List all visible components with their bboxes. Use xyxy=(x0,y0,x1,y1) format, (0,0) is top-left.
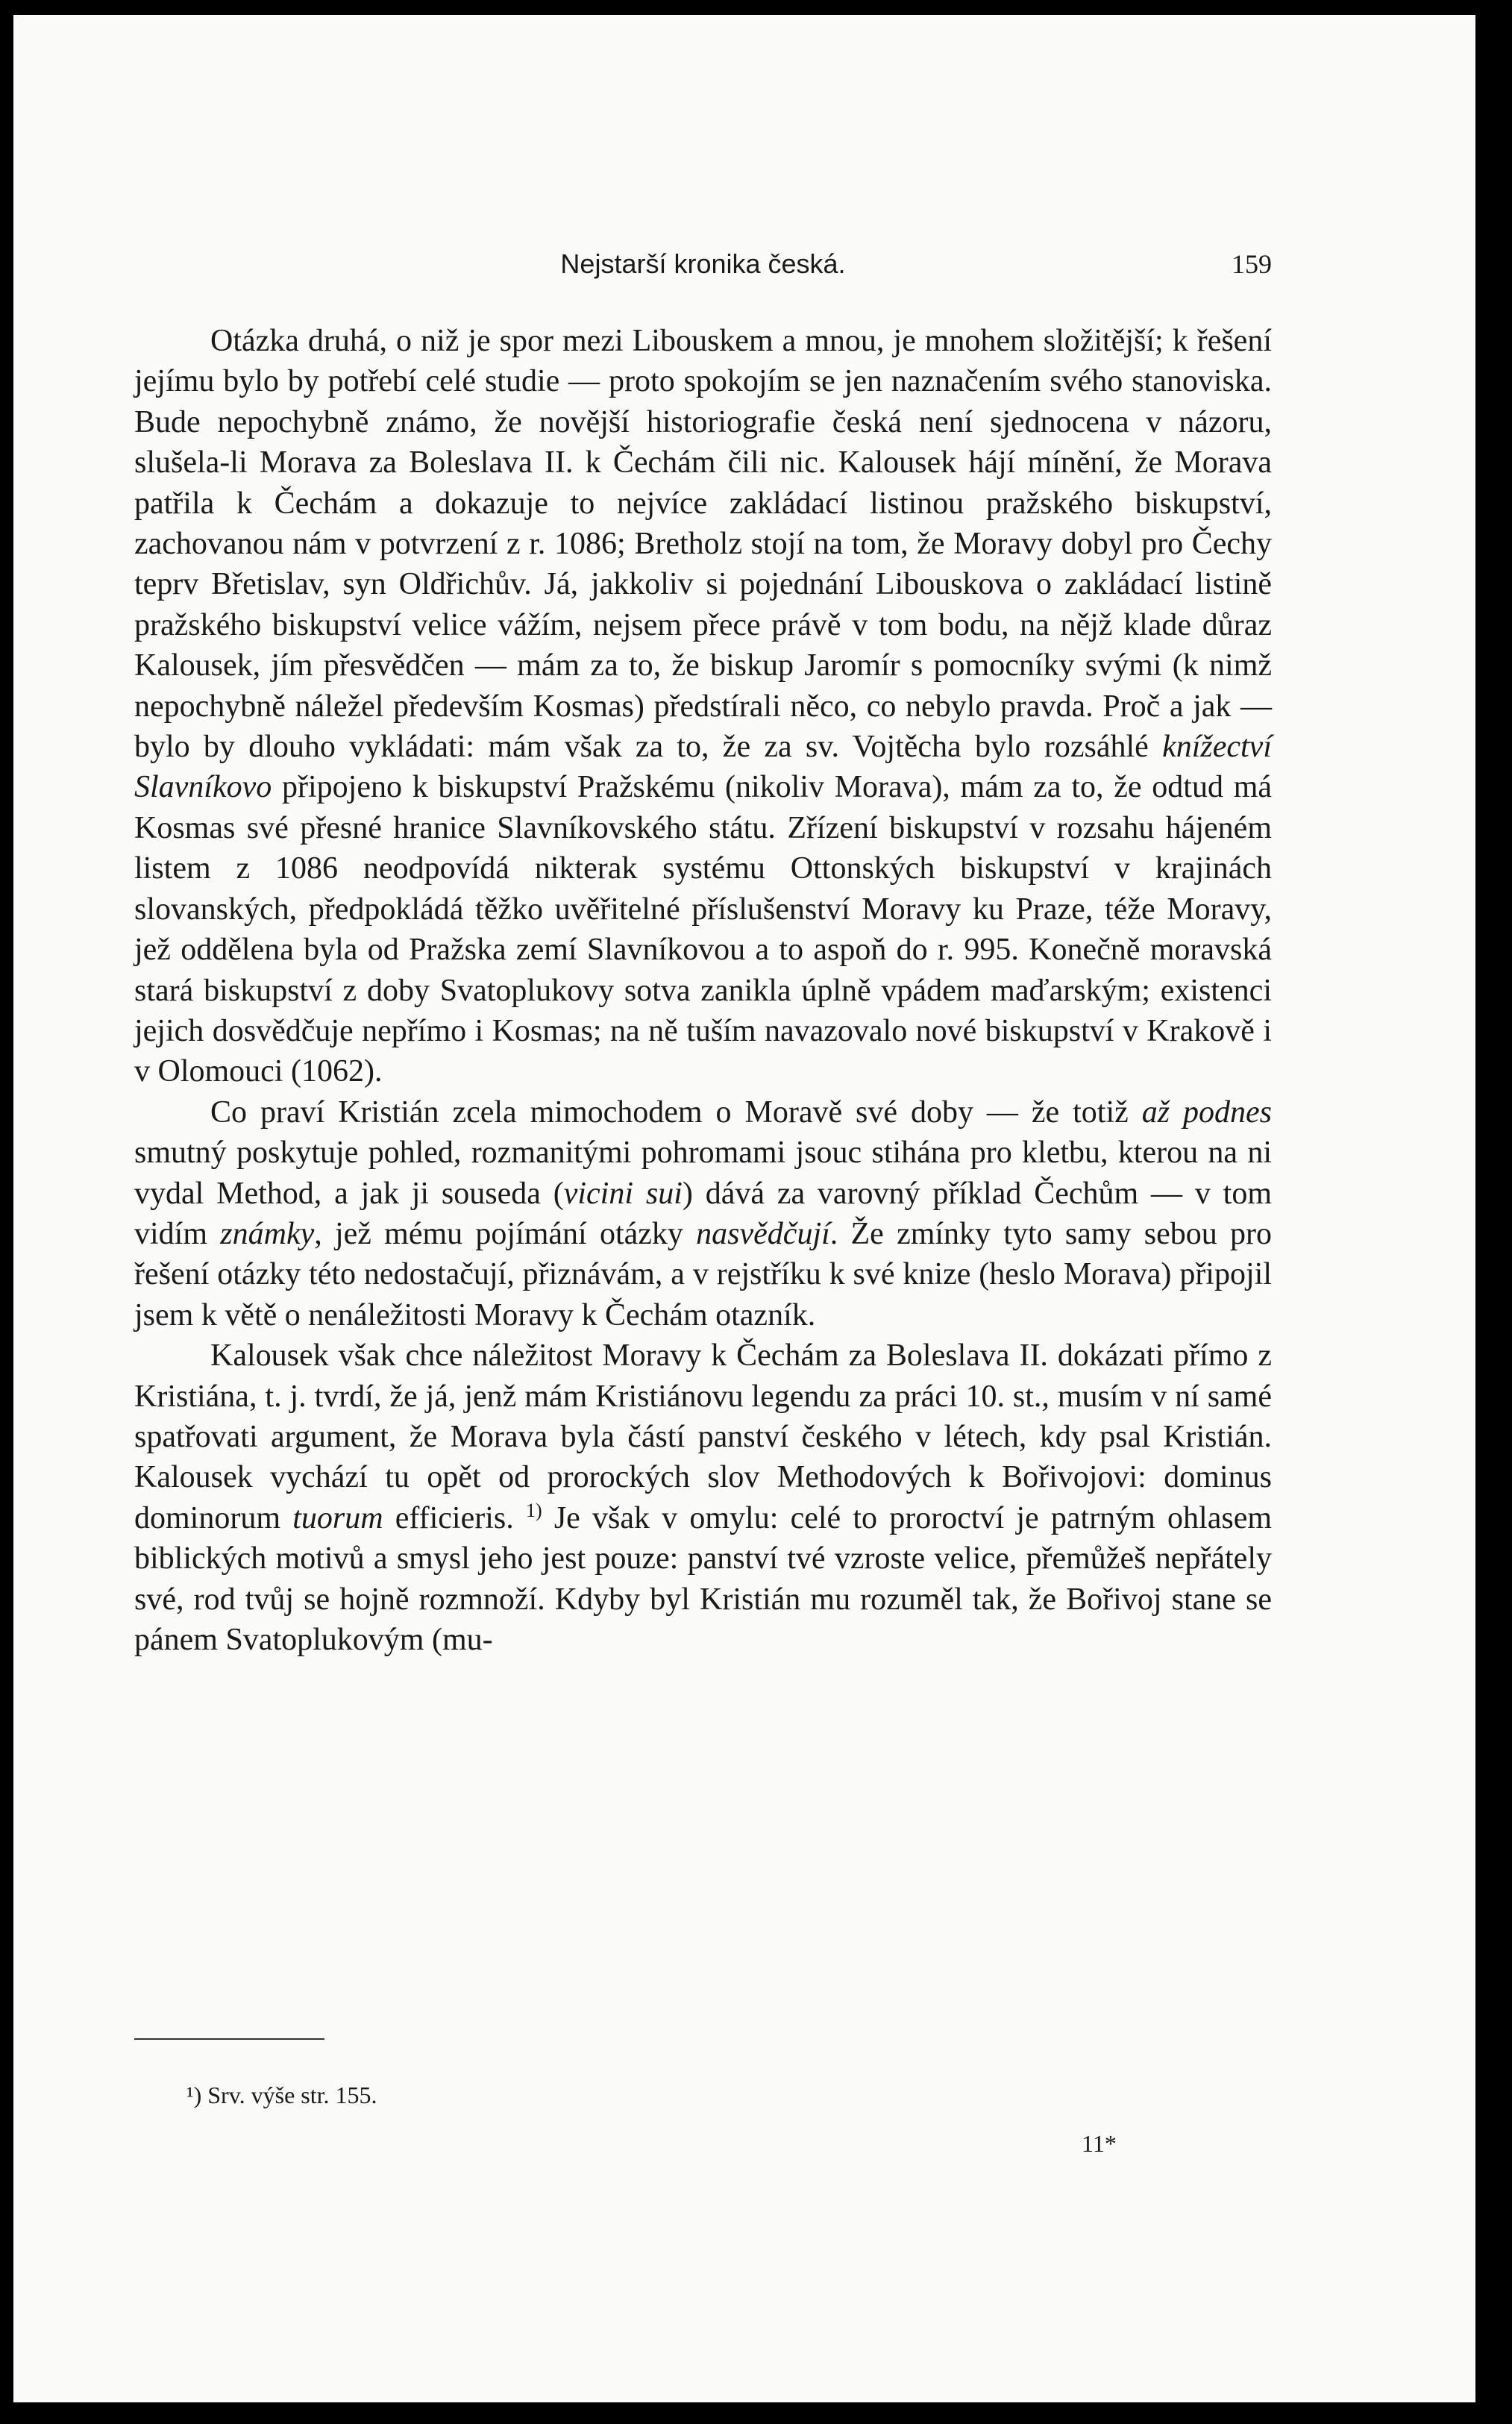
text-run: Otázka druhá, o niž je spor mezi Libouskem a mnou, je mnohem složitější; k řešení jejímu bylo by potřebí celé studie — proto spokojím se jen naznačením svého stanoviska. Bude nepochybně známo, že novější historiografie česká není sjednocena v názoru, slušela-li Morava za Boleslava II. k Čechám čili nic. Kalousek hájí mínění, že Morava patřila k Čechám a dokazuje to nejvíce zakládací listinou pražského biskupství, zachovanou nám v potvrzení z r. 1086; Bretholz stojí na tom, že Moravy dobyl pro Čechy teprv Břetislav, syn Oldřichův. Já, jakkoliv si pojednání Libouskova o zakládací listině pražského biskupství velice vážím, nejsem přece právě v tom bodu, na nějž klade důraz Kalousek, jím přesvědčen — mám za to, že biskup Jaromír s pomocníky svými (k nimž nepochybně náležel především Kosmas) předstírali něco, co nebylo pravda. Proč a jak — bylo by dlouho vykládati: mám však za to, že za sv. Vojtěcha bylo rozsáhlé xyxy=(134,324,1272,765)
signature-mark: 11* xyxy=(1082,2130,1117,2157)
running-title: Nejstarší kronika česká. xyxy=(560,248,846,279)
paragraph xyxy=(134,1335,1272,1660)
text-run: Co praví Kristián zcela mimochodem o Moravě své doby — že totiž xyxy=(210,1094,1142,1130)
page-number: 159 xyxy=(1232,249,1272,279)
text-run: , jež mému pojímání otázky xyxy=(314,1216,697,1251)
footnote-ref: 1) xyxy=(525,1499,542,1521)
text-run: Kalousek však chce náležitost Moravy k Čechám za Boleslava II. dokázati přímo z Kristiána, t. j. tvrdí, že já, jenž mám Kristiánovu legendu za práci 10. st., musím v ní samé spatřovati argument, že Morava byla částí panství českého v létech, kdy psal Kristián. Kalousek vychází tu opět od prorockých slov Methodových k Bořivojovi: dominus dominorum xyxy=(134,1338,1272,1535)
italic-run: tuorum xyxy=(292,1500,383,1535)
text-run: efficieris. xyxy=(383,1500,526,1535)
text-run: připojeno k biskupství Pražskému (nikoliv Morava), mám za to, že odtud má Kosmas své přesné hranice Slavníkovského státu. Zřízení biskupství v rozsahu hájeném listem z 1086 neodpovídá nikterak systému Ottonských biskupství v krajinách slovanských, předpokládá těžko uvěřitelné příslušenství Moravy ku Praze, téže Moravy, jež oddělena byla od Pražska zemí Slavníkovou a to aspoň do r. 995. Konečně moravská stará biskupství z doby Svatoplukovy sotva zanikla úplně vpádem maďarským; existenci jejich dosvědčuje nepřímo i Kosmas; na ně tuším navazovalo nové biskupství v Krakově i v Olomouci (1062). xyxy=(134,770,1272,1089)
text-run: smutný poskytuje pohled, rozmanitými pohromami jsouc stihána pro kletbu, kterou na ni vydal Method, a jak ji souseda ( xyxy=(134,1136,1272,1211)
running-header xyxy=(134,248,1272,286)
paragraph xyxy=(134,1092,1272,1335)
italic-run: knížectví Slavníkovo xyxy=(134,730,1272,805)
paragraph xyxy=(134,321,1272,1092)
italic-run: až podnes xyxy=(1141,1094,1272,1130)
text-run: ) dává za varovný příklad Čechům — v tom vidím xyxy=(134,1176,1273,1251)
footnote-divider xyxy=(134,2038,324,2040)
italic-run: známky xyxy=(220,1216,315,1251)
footnote: ¹) Srv. výše str. 155. xyxy=(186,2082,377,2108)
text-run: . Že zmínky tyto samy sebou pro řešení otázky této nedostačují, přiznávám, a v rejstříku k své knize (heslo Morava) připojil jsem k větě o nenáležitosti Moravy k Čechám otazník. xyxy=(134,1216,1272,1332)
text-run: Je však v omylu: celé to proroctví je patrným ohlasem biblických motivů a smysl jeho jest pouze: panství tvé vzroste velice, přemůžeš nepřátely své, rod tvůj se hojně rozmnoží. Kdyby byl Kristián mu rozuměl tak, že Bořivoj stane se pánem Svatoplukovým (mu- xyxy=(134,1500,1273,1657)
italic-run: nasvědčují xyxy=(696,1216,830,1251)
italic-run: vicini sui xyxy=(563,1176,683,1211)
body-text xyxy=(134,321,1272,1660)
